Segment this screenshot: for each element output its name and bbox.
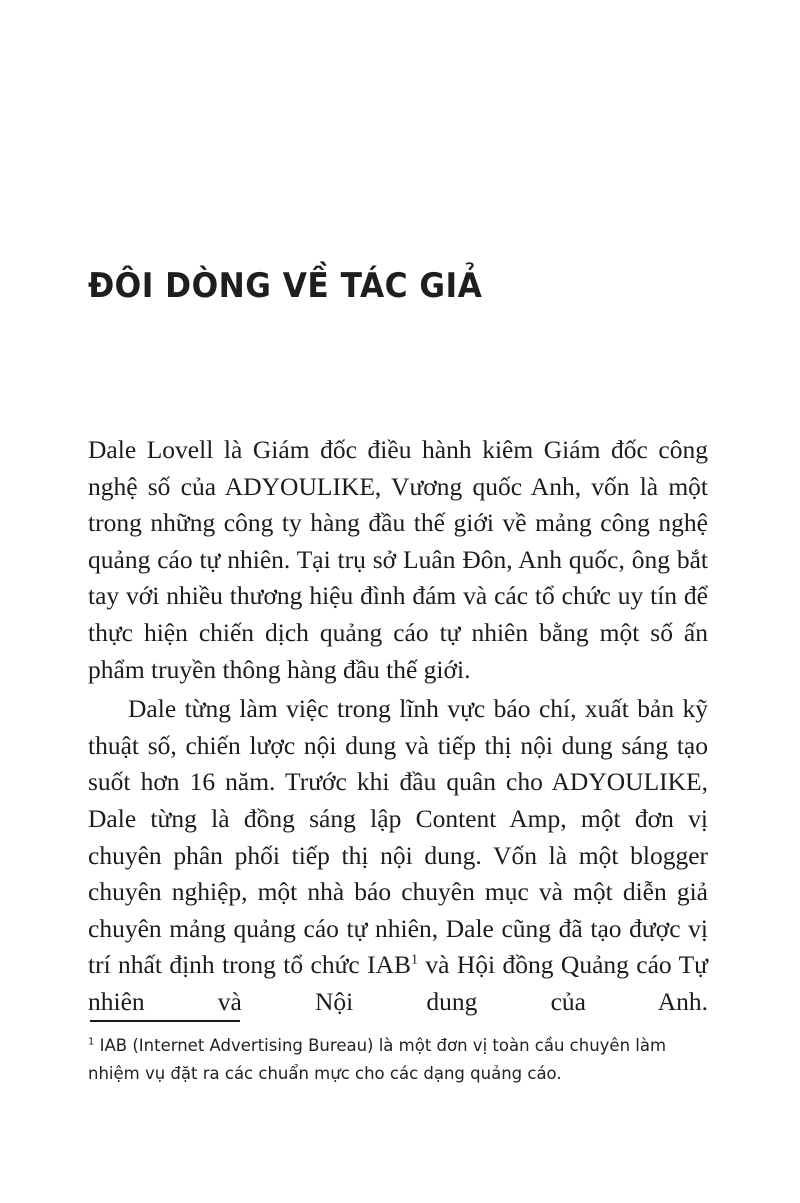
paragraph-2 — [88, 691, 708, 1020]
paragraph-2-text-end: và Hội đồng Quảng cáo Tự nhiên và Nội dung của Anh. — [88, 950, 708, 1016]
footnote-marker: 1 — [88, 1036, 95, 1048]
footnote — [88, 1032, 708, 1088]
footnote-text: IAB (Internet Advertising Bureau) là một đơn vị toàn cầu chuyên làm nhiệm vụ đặt ra các chuẩn mực cho các dạng quảng cáo. — [88, 1036, 667, 1083]
paragraph-1: Dale Lovell là Giám đốc điều hành kiêm Giám đốc công nghệ số của ADYOULIKE, Vương quốc Anh, vốn là một trong những công ty hàng đầu thế giới về mảng công nghệ quảng cáo tự nhiên. Tại trụ sở Luân Đôn, Anh quốc, ông bắt tay với nhiều thương hiệu đình đám và các tổ chức uy tín để thực hiện chiến dịch quảng cáo tự nhiên bằng một số ấn phẩm truyền thông hàng đầu thế giới. — [88, 435, 708, 684]
footnote-reference[interactable]: 1 — [411, 952, 419, 968]
paragraph-2-text: Dale từng làm việc trong lĩnh vực báo chí, xuất bản kỹ thuật số, chiến lược nội dung và tiếp thị nội dung sáng tạo suốt hơn 16 năm. Trước khi đầu quân cho ADYOULIKE, Dale từng là đồng sáng lập Content Amp, một đơn vị chuyên phân phối tiếp thị nội dung. Vốn là một blogger chuyên nghiệp, một nhà báo chuyên mục và một diễn giả chuyên mảng quảng cáo tự nhiên, Dale cũng đã tạo được vị trí nhất định trong tổ chức IAB — [88, 694, 708, 980]
footnote-divider — [90, 1020, 240, 1022]
page-title: ĐÔI DÒNG VỀ TÁC GIẢ — [88, 266, 483, 306]
body-text — [88, 432, 708, 1021]
